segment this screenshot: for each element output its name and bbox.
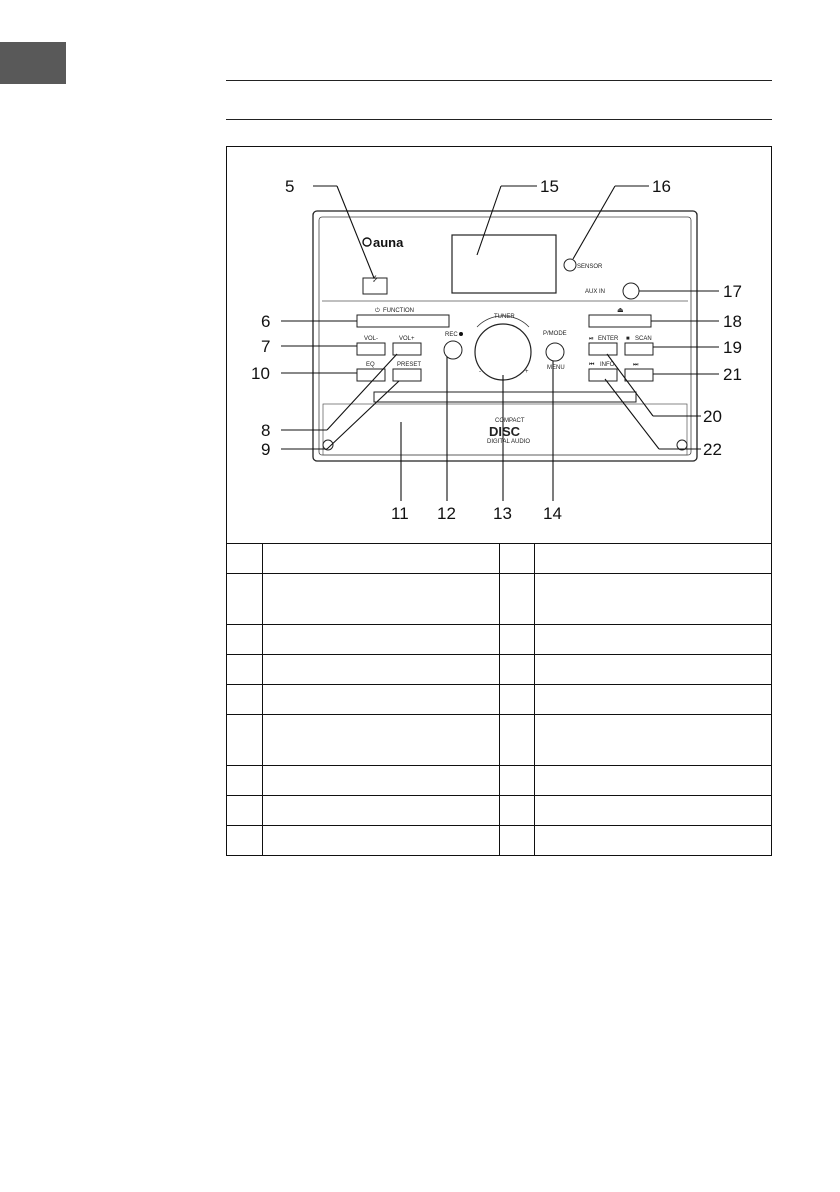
callout-6: 6 (261, 312, 271, 331)
vol-plus-button (393, 343, 421, 355)
eq-label: EQ (366, 362, 375, 368)
power-icon: ⏻ (375, 308, 380, 314)
legend-number-cell (227, 685, 262, 715)
next-icon: ⏭ (633, 362, 639, 368)
legend-number-cell (499, 715, 534, 766)
display-window (452, 235, 556, 293)
svg-text:+: + (525, 369, 529, 375)
cd-digital-audio-text: DIGITAL AUDIO (487, 439, 531, 445)
legend-row (227, 544, 771, 574)
legend-text-cell (262, 574, 499, 625)
callout-8: 8 (261, 421, 271, 440)
rec-dot-icon (459, 332, 463, 336)
aux-in-label: AUX IN (585, 289, 606, 295)
callout-12: 12 (437, 504, 456, 523)
legend-text-cell (262, 625, 499, 655)
pmode-label: P/MODE (543, 331, 567, 337)
rec-button (444, 341, 462, 359)
legend-number-cell (499, 655, 534, 685)
legend-number-cell (499, 766, 534, 796)
cd-slot (374, 392, 636, 402)
callout-19: 19 (723, 338, 742, 357)
legend-text-cell (534, 574, 771, 625)
legend-number-cell (227, 574, 262, 625)
legend-text-cell (534, 625, 771, 655)
sensor-window (564, 259, 576, 271)
pmode-button (546, 343, 564, 361)
callout-15: 15 (540, 177, 559, 196)
figure-frame (226, 146, 772, 856)
legend-number-cell (227, 766, 262, 796)
menu-label: MENU (547, 365, 565, 371)
svg-text:-: - (479, 369, 481, 375)
callout-18: 18 (723, 312, 742, 331)
language-tab (0, 42, 66, 84)
legend-number-cell (227, 796, 262, 826)
usb-icon: ⭍ (372, 276, 378, 283)
legend-text-cell (534, 796, 771, 826)
callout-7: 7 (261, 337, 271, 356)
legend-text-cell (534, 685, 771, 715)
legend-text-cell (262, 796, 499, 826)
legend-text-cell (534, 544, 771, 574)
callout-16: 16 (652, 177, 671, 196)
vol-plus-label: VOL+ (399, 336, 415, 342)
callout-17: 17 (723, 282, 742, 301)
next-button (625, 369, 653, 381)
legend-row (227, 715, 771, 766)
cd-disc-logo: DISC (489, 424, 521, 439)
callout-11: 11 (391, 504, 409, 523)
legend-number-cell (227, 715, 262, 766)
legend-text-cell (534, 826, 771, 856)
eject-button (589, 315, 651, 327)
preset-button (393, 369, 421, 381)
eject-icon: ⏏ (617, 307, 624, 314)
brand-logo-mark (363, 238, 371, 246)
legend-row (227, 625, 771, 655)
legend-number-cell (227, 544, 262, 574)
vol-minus-label: VOL- (364, 336, 379, 342)
aux-in-jack (623, 283, 639, 299)
preset-label: PRESET (397, 362, 422, 368)
device-front-panel-figure (227, 147, 771, 543)
legend-text-cell (534, 766, 771, 796)
callout-14: 14 (543, 504, 562, 523)
legend-number-cell (499, 625, 534, 655)
callout-20: 20 (703, 407, 722, 426)
enter-label: ENTER (598, 336, 619, 342)
callout-10: 10 (251, 364, 270, 383)
scan-button (625, 343, 653, 355)
legend-number-cell (499, 685, 534, 715)
legend-text-cell (534, 715, 771, 766)
legend-row (227, 826, 771, 856)
callout-5: 5 (285, 177, 295, 196)
enter-button (589, 343, 617, 355)
callout-13: 13 (493, 504, 512, 523)
info-button (589, 369, 617, 381)
legend-text-cell (262, 766, 499, 796)
legend-text-cell (534, 655, 771, 685)
callout-22: 22 (703, 440, 722, 459)
vol-minus-button (357, 343, 385, 355)
legend-row (227, 796, 771, 826)
tuner-knob (475, 324, 531, 380)
stop-icon: ■ (626, 336, 630, 342)
legend-text-cell (262, 685, 499, 715)
legend-number-cell (227, 625, 262, 655)
callout-21: 21 (723, 365, 742, 384)
legend-row (227, 685, 771, 715)
scan-label: SCAN (635, 336, 652, 342)
play-pause-icon: ⏯ (589, 336, 594, 342)
legend-text-cell (262, 826, 499, 856)
brand-logo: auna (373, 235, 404, 250)
function-button (357, 315, 449, 327)
legend-number-cell (227, 655, 262, 685)
header-rule-top (226, 80, 772, 81)
legend-number-cell (499, 826, 534, 856)
legend-row (227, 766, 771, 796)
previous-icon: ⏮ (589, 362, 595, 368)
legend-table (227, 543, 771, 855)
legend-text-cell (262, 544, 499, 574)
callout-9: 9 (261, 440, 271, 459)
legend-row (227, 574, 771, 625)
rec-label: REC (445, 332, 458, 338)
legend-number-cell (227, 826, 262, 856)
function-label: FUNCTION (383, 308, 414, 314)
sensor-label: SENSOR (577, 264, 603, 270)
legend-number-cell (499, 544, 534, 574)
tuner-label: TUNER (494, 314, 515, 320)
info-label: INFO (600, 362, 615, 368)
cd-compact-text: COMPACT (495, 418, 525, 424)
legend-row (227, 655, 771, 685)
legend-number-cell (499, 796, 534, 826)
legend-text-cell (262, 655, 499, 685)
legend-text-cell (262, 715, 499, 766)
legend-number-cell (499, 574, 534, 625)
header-rule-bottom (226, 119, 772, 120)
